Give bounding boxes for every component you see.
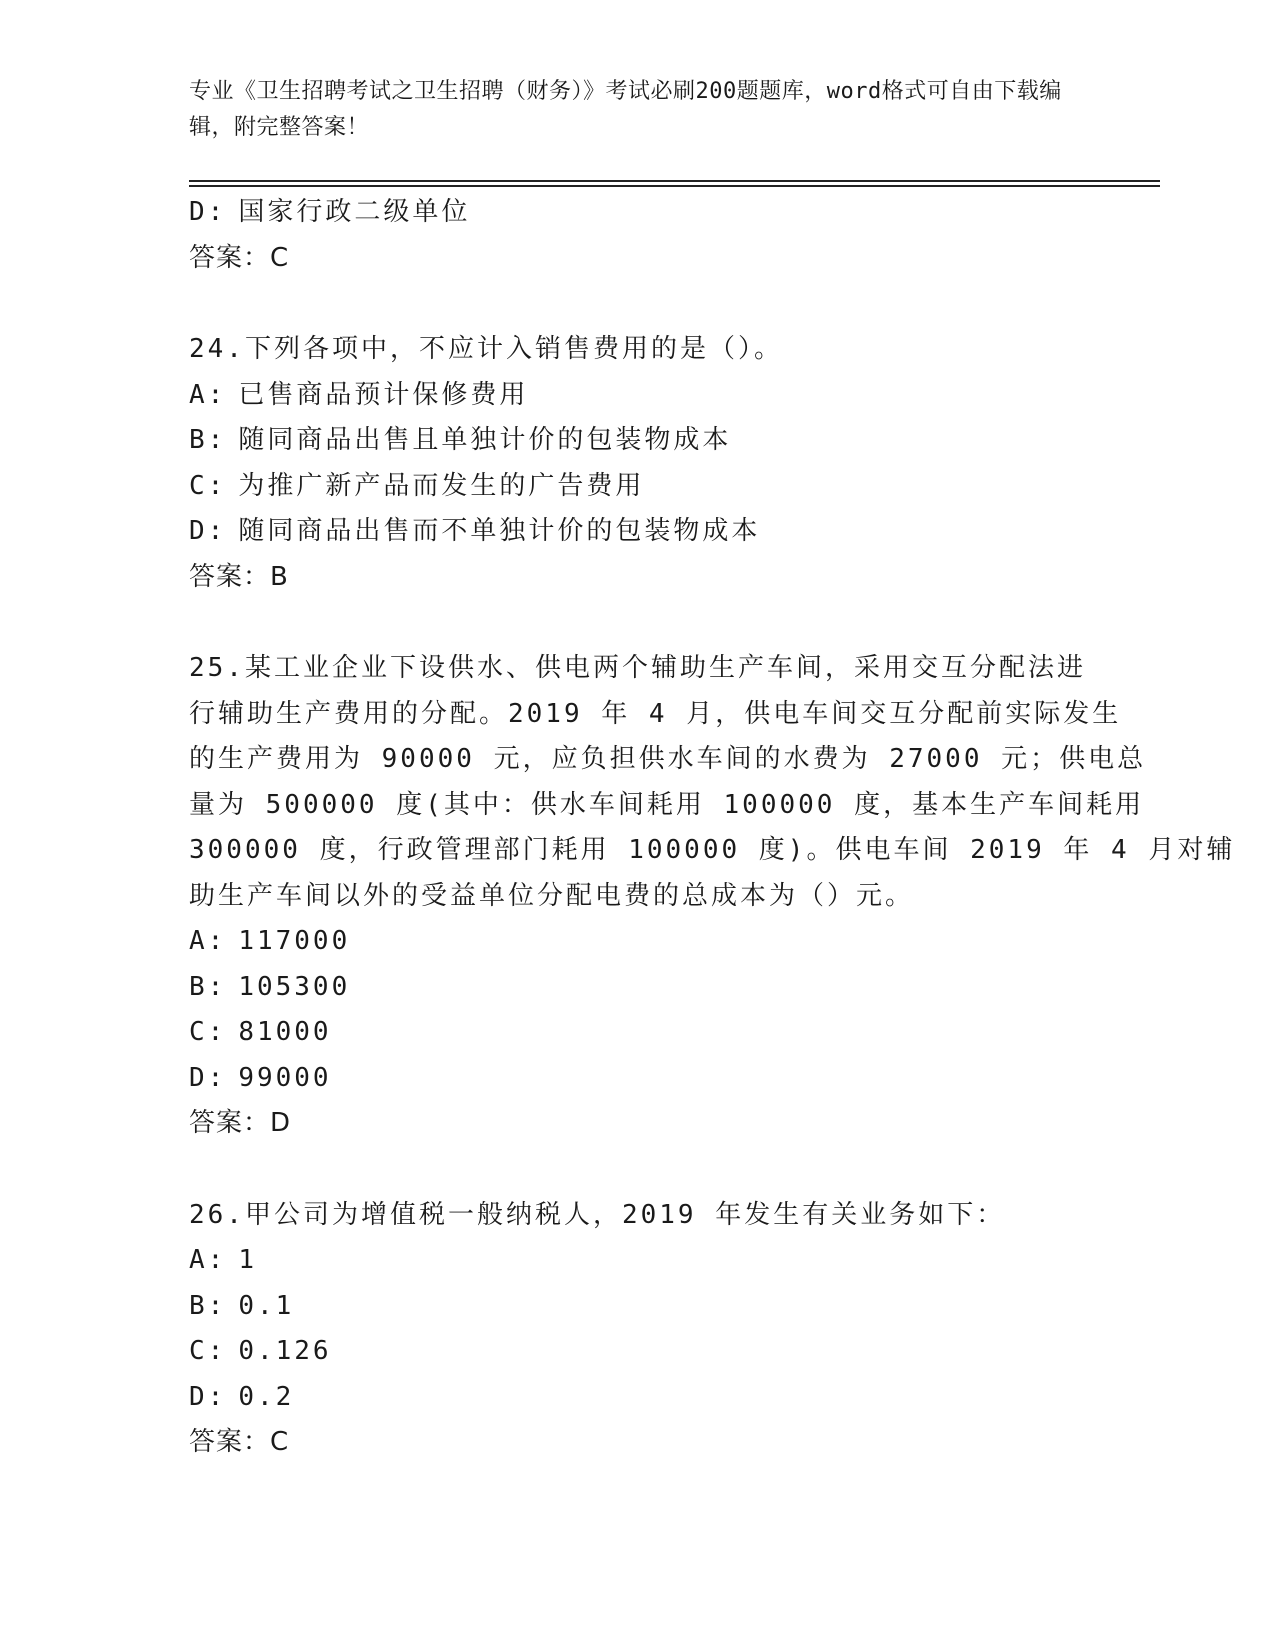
question-25-stem-line: 300000 度，行政管理部门耗用 100000 度)。供电车间 2019 年 4 月对辅 bbox=[189, 835, 1236, 865]
header-text: 专业《卫生招聘考试之卫生招聘（财务）》考试必刷200题题库，word格式可自由下载编辑，附完整答案！ bbox=[189, 79, 1062, 140]
question-25-stem-line: 助生产车间以外的受益单位分配电费的总成本为（）元。 bbox=[189, 880, 915, 911]
question-content bbox=[189, 190, 1236, 1466]
option-text: 0.126 bbox=[238, 1336, 332, 1366]
option-key: A: bbox=[189, 926, 227, 956]
option-key: A: bbox=[189, 1245, 227, 1275]
prev-answer: 答案：C bbox=[189, 242, 290, 273]
option-key: B: bbox=[189, 971, 227, 1002]
option-key: C: bbox=[189, 470, 227, 501]
question-26-option-b bbox=[189, 1284, 1089, 1330]
question-24-stem: 24.下列各项中，不应计入销售费用的是（）。 bbox=[189, 334, 783, 364]
question-26-option-c bbox=[189, 1329, 1089, 1375]
option-text: 随同商品出售而不单独计价的包装物成本 bbox=[238, 516, 761, 546]
prev-option-d bbox=[189, 190, 1089, 236]
option-key: C: bbox=[189, 1336, 227, 1366]
question-25-answer: 答案：D bbox=[189, 1108, 292, 1138]
question-25-stem-line: 量为 500000 度(其中：供水车间耗用 100000 度，基本生产车间耗用 bbox=[189, 789, 1145, 820]
question-26-answer: 答案：C bbox=[189, 1427, 290, 1457]
option-text: 0.2 bbox=[238, 1381, 295, 1412]
option-key: D: bbox=[189, 197, 227, 227]
option-key: D: bbox=[189, 1062, 227, 1093]
question-24-answer: 答案：B bbox=[189, 561, 289, 592]
option-text: 1 bbox=[238, 1245, 257, 1275]
question-25-option-c bbox=[189, 1010, 1089, 1056]
option-text: 0.1 bbox=[238, 1290, 295, 1321]
question-25-stem-line: 25.某工业企业下设供水、供电两个辅助生产车间，采用交互分配法进 bbox=[189, 653, 1086, 683]
question-24-option-b bbox=[189, 418, 1089, 464]
question-26-stem: 26.甲公司为增值税一般纳税人，2019 年发生有关业务如下： bbox=[189, 1199, 1006, 1230]
question-25-option-b bbox=[189, 965, 1089, 1011]
question-25-option-a bbox=[189, 919, 1089, 965]
option-key: D: bbox=[189, 1381, 227, 1412]
document-header bbox=[189, 74, 1069, 146]
option-text: 为推广新产品而发生的广告费用 bbox=[238, 470, 645, 501]
option-text: 105300 bbox=[238, 971, 351, 1002]
header-divider-top bbox=[189, 180, 1160, 182]
option-text: 已售商品预计保修费用 bbox=[238, 379, 529, 410]
question-24-option-d bbox=[189, 509, 1089, 555]
question-24-option-a bbox=[189, 373, 1089, 419]
question-25-stem-line: 行辅助生产费用的分配。2019 年 4 月，供电车间交互分配前实际发生 bbox=[189, 698, 1122, 729]
question-25-option-d bbox=[189, 1056, 1089, 1102]
option-key: B: bbox=[189, 1290, 227, 1321]
question-24-option-c bbox=[189, 464, 1089, 510]
option-text: 81000 bbox=[238, 1017, 332, 1047]
option-key: C: bbox=[189, 1017, 227, 1047]
option-key: B: bbox=[189, 425, 227, 455]
question-25-stem-line: 的生产费用为 90000 元，应负担供水车间的水费为 27000 元；供电总 bbox=[189, 744, 1147, 774]
option-text: 117000 bbox=[238, 926, 351, 956]
question-26-option-d bbox=[189, 1375, 1089, 1421]
header-divider-bottom bbox=[189, 185, 1160, 187]
option-key: D: bbox=[189, 516, 227, 546]
option-text: 99000 bbox=[238, 1062, 332, 1093]
question-26-option-a bbox=[189, 1238, 1089, 1284]
option-key: A: bbox=[189, 379, 227, 410]
option-text: 国家行政二级单位 bbox=[238, 197, 471, 227]
option-text: 随同商品出售且单独计价的包装物成本 bbox=[238, 425, 732, 455]
